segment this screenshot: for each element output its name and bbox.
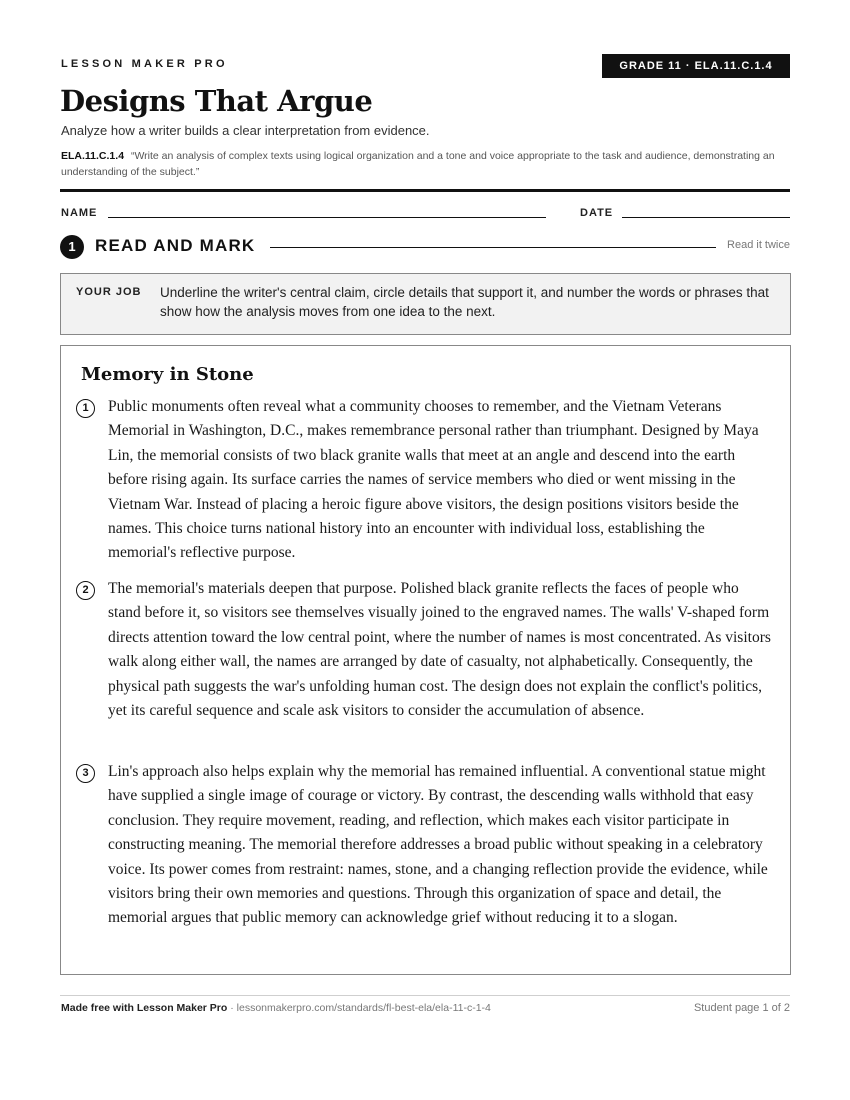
standard-code: ELA.11.C.1.4 <box>61 150 125 162</box>
paragraph-3: Lin's approach also helps explain why the memorial has remained influential. A conventional statue might have supplied a single image of courage or victory. By contrast, the descending walls withhold that easy conclusion. They require movement, reading, and reflection, which makes each visitor participate in constructing meaning. The memorial therefore addresses a broad public without speaking in a celebratory voice. Its power comes from restraint: names, stone, and a changing reflection provide the evidence, while visitors bring their own memories and questions. Through this organization of space and detail, the memorial argues that public memory can acknowledge grief without reducing it to a slogan. <box>108 763 768 927</box>
page-title: Designs That Argue <box>60 84 373 118</box>
page-indicator: Student page 1 of 2 <box>693 1002 790 1014</box>
instructions-text: Underline the writer's central claim, circle details that support it, and number the words or phrases that show how the analysis moves from one idea to the next. <box>160 285 769 319</box>
brand-name: LESSON MAKER PRO <box>61 58 228 70</box>
footer-link[interactable]: · lessonmakerpro.com/standards/fl-best-ela/ela-11-c-1-4 <box>227 1002 491 1014</box>
name-field[interactable] <box>108 217 546 218</box>
paragraph-number-1: 1 <box>76 399 95 418</box>
header-divider <box>60 189 790 192</box>
paragraph-number-2: 2 <box>76 581 95 600</box>
step-number-badge: 1 <box>60 235 84 259</box>
standard-text: “Write an analysis of complex texts using logical organization and a tone and voice appropriate to the task and audience, demonstrating an understanding of the subject.” <box>61 150 775 178</box>
instructions-label: YOUR JOB <box>76 286 142 298</box>
standard-statement <box>61 148 791 180</box>
paragraph-number-3: 3 <box>76 764 95 783</box>
step-hint: Read it twice <box>727 239 790 251</box>
name-label: NAME <box>61 207 98 219</box>
instructions-box <box>60 273 791 335</box>
date-field[interactable] <box>622 217 790 218</box>
passage-title: Memory in Stone <box>81 364 254 385</box>
footer-made-with: Made free with Lesson Maker Pro <box>61 1002 228 1014</box>
reading-passage <box>60 345 791 975</box>
paragraph-2: The memorial's materials deepen that purpose. Polished black granite reflects the faces of people who stand before it, so visitors see themselves visually joined to the engraved names. The walls' V-shaped form directs attention toward the low central point, where the number of names is most concentrated. As visitors walk along either wall, the names are arranged by date of casualty, not alphabetically. Consequently, the physical path suggests the war's unfolding human cost. The design does not explain the conflict's politics, yet its careful sequence and scale ask visitors to consider the accumulation of absence. <box>108 580 771 720</box>
footer-divider <box>60 995 790 996</box>
step-title: READ AND MARK <box>95 236 256 255</box>
paragraph-1: Public monuments often reveal what a community chooses to remember, and the Vietnam Veterans Memorial in Washington, D.C., makes remembrance personal rather than triumphant. Designed by Maya Lin, the memorial consists of two black granite walls that meet at an angle and descend into the earth before rising again. Its surface carries the names of service members who died or went missing in the Vietnam War. Instead of placing a heroic figure above visitors, the design positions visitors beside the names. This choice turns national history into an encounter with individual loss, establishing the memorial's reflective purpose. <box>108 398 759 562</box>
step-divider <box>270 247 716 248</box>
grade-badge: GRADE 11 · ELA.11.C.1.4 <box>602 54 790 78</box>
footer-credit <box>61 1002 491 1014</box>
date-label: DATE <box>580 207 614 219</box>
page-subtitle: Analyze how a writer builds a clear interpretation from evidence. <box>61 123 430 138</box>
